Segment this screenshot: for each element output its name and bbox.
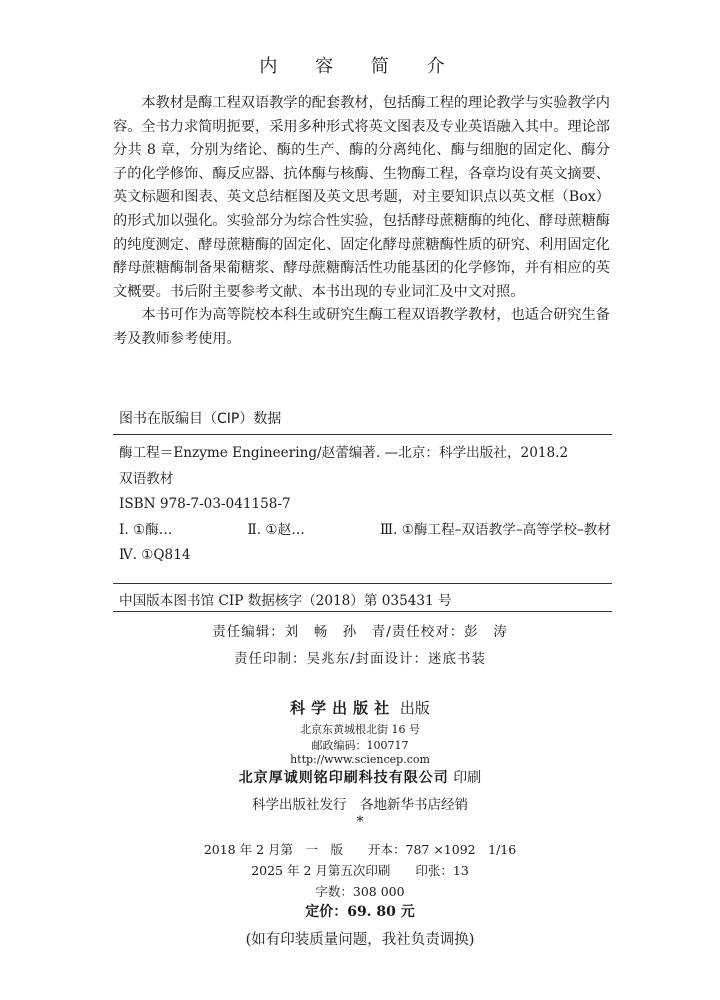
cip-middle-rule (113, 583, 612, 584)
cip-class-1: Ⅰ. ①酶… (119, 521, 173, 538)
printer-suffix: 印刷 (453, 770, 482, 786)
cip-line-isbn: ISBN 978-7-03-041158-7 (119, 496, 291, 512)
publisher-line (0, 697, 720, 718)
publisher-name: 科学出版社 (290, 699, 396, 717)
cip-footer: 中国版本图书馆 CIP 数据核字（2018）第 035431 号 (119, 593, 452, 609)
quality-note: (如有印装质量问题，我社负责调换) (245, 932, 475, 948)
cip-bottom-rule (113, 611, 612, 612)
cip-data-block (119, 441, 611, 569)
separator-star: * (356, 814, 364, 830)
publisher-website: http://www.sciencep.com (290, 753, 430, 766)
publisher-address: 北京东黄城根北街 16 号 (300, 723, 420, 736)
cip-line-series: 双语教材 (119, 470, 174, 487)
editors-line-1: 责任编辑：刘 畅 孙 青/责任校对：彭 涛 (212, 624, 508, 640)
edition-line-2: 2025 年 2 月第五次印刷 印张：13 (251, 863, 469, 878)
edition-line-1: 2018 年 2 月第 一 版 开本：787 ×1092 1/16 (203, 842, 517, 857)
cip-line-title: 酶工程＝Enzyme Engineering/赵蕾编著. —北京：科学出版社，2018.2 (119, 445, 569, 461)
cip-line-classification (119, 518, 611, 544)
editors-line-2: 责任印制：吴兆东/封面设计：迷底书装 (233, 651, 487, 667)
price: 定价：69. 80 元 (305, 904, 415, 920)
cip-class-3: Ⅲ. ①酶工程–双语教学–高等学校–教材 (379, 521, 611, 538)
edition-line-3: 字数：308 000 (315, 884, 405, 899)
printer-line (0, 767, 720, 787)
summary-paragraph-2: 本书可作为高等院校本科生或研究生酶工程双语教学教材，也适合研究生备考及教师参考使用。 (113, 307, 610, 347)
summary-paragraph-1: 本教材是酶工程双语教学的配套教材，包括酶工程的理论教学与实验教学内容。全书力求简明扼要，采用多种形式将英文图表及专业英语融入其中。理论部分共 8 章，分别为绪论、酶的生产、酶的分离纯化、酶与细胞的固定化、酶分子的化学修饰、酶反应器、抗体酶与核酶、生物酶工程，各章均设有英文摘要、英文标题和图表、英文总结框图及英文思考题，对主要知识点以英文框（Box）的形式加以强化。实验部分为综合性实验，包括酵母蔗糖酶的纯化、酵母蔗糖酶的纯度测定、酵母蔗糖酶的固定化、固定化酵母蔗糖酶性质的研究、利用固定化酵母蔗糖酶制备果葡糖浆、酵母蔗糖酶活性功能基团的化学修饰，并有相应的英文概要。书后附主要参考文献、本书出现的专业词汇及中文对照。 (113, 95, 610, 300)
content-summary (113, 92, 610, 352)
cip-top-rule (113, 434, 612, 435)
publisher-suffix: 出版 (399, 699, 430, 717)
cip-header: 图书在版编目（CIP）数据 (119, 411, 282, 427)
distribution-line: 科学出版社发行 各地新华书店经销 (252, 797, 468, 813)
publisher-postcode: 邮政编码：100717 (311, 739, 409, 752)
printer-name: 北京厚诚则铭印刷科技有限公司 (238, 770, 449, 786)
section-title: 内 容 简 介 (259, 56, 461, 77)
cip-class-2: Ⅱ. ①赵… (247, 521, 305, 538)
cip-line-clc: Ⅳ. ①Q814 (119, 547, 191, 563)
